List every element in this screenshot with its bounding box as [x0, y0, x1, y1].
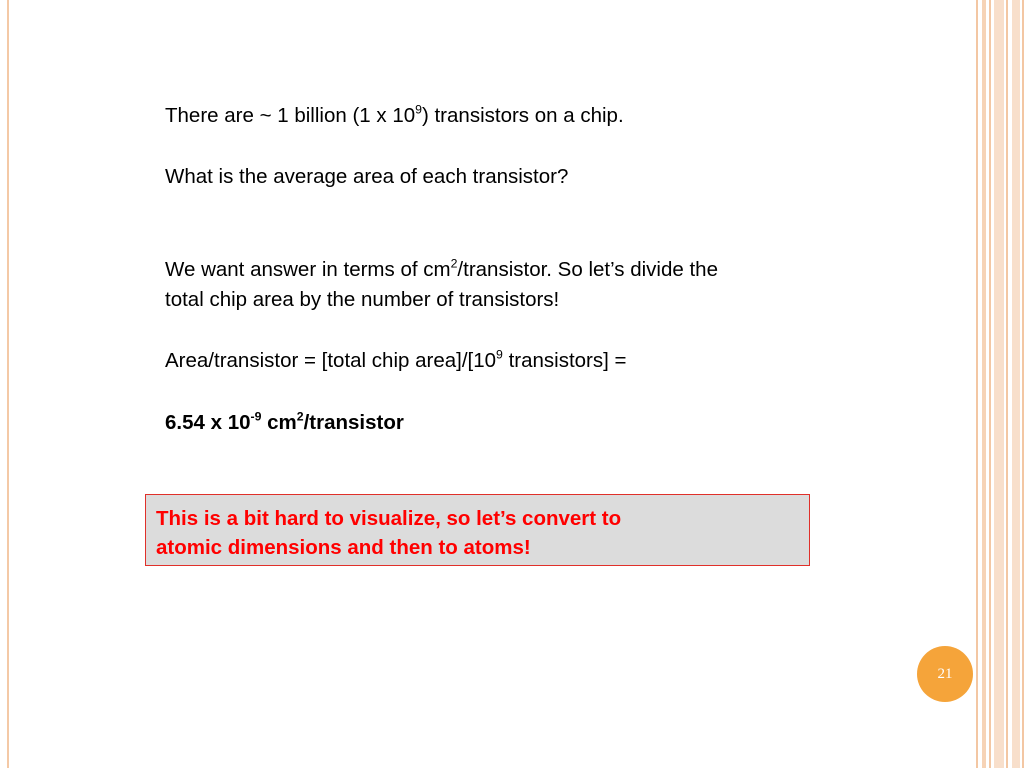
stripe — [994, 0, 1004, 768]
formula-text: transistors] = — [502, 349, 627, 372]
formula-text: Area/transistor = [total chip area]/[10 — [165, 349, 497, 372]
stripe — [982, 0, 986, 768]
exponent: 9 — [415, 102, 422, 117]
question-line: What is the average area of each transistor? — [165, 165, 569, 188]
answer-line — [165, 408, 404, 438]
statement-line — [165, 101, 624, 131]
explanation-line — [165, 255, 718, 285]
statement-text: There are ~ 1 billion (1 x 10 — [165, 104, 416, 127]
explanation-line-2: total chip area by the number of transistors! — [165, 288, 560, 311]
stripe — [1012, 0, 1020, 768]
answer-exponent: -9 — [250, 409, 262, 424]
exponent: 9 — [496, 347, 503, 362]
statement-text: ) transistors on a chip. — [421, 104, 624, 127]
stripe — [976, 0, 978, 768]
answer-tail: /transistor — [303, 411, 404, 434]
explanation-text: We want answer in terms of cm — [165, 258, 451, 281]
right-stripe-decoration — [976, 0, 1024, 768]
answer-mantissa: 6.54 x 10 — [165, 411, 251, 434]
explanation-text: /transistor. So let’s divide the — [457, 258, 718, 281]
callout-box — [145, 494, 810, 566]
stripe — [1006, 0, 1008, 768]
callout-text-line: atomic dimensions and then to atoms! — [156, 536, 531, 559]
formula-line — [165, 346, 627, 376]
answer-unit: cm — [261, 411, 297, 434]
callout-text-line: This is a bit hard to visualize, so let’s convert to — [156, 507, 622, 530]
stripe — [989, 0, 991, 768]
left-border-decoration — [7, 0, 9, 768]
exponent: 2 — [450, 256, 458, 271]
page-number-badge: 21 — [917, 646, 973, 702]
answer-unit-exponent: 2 — [296, 409, 304, 424]
